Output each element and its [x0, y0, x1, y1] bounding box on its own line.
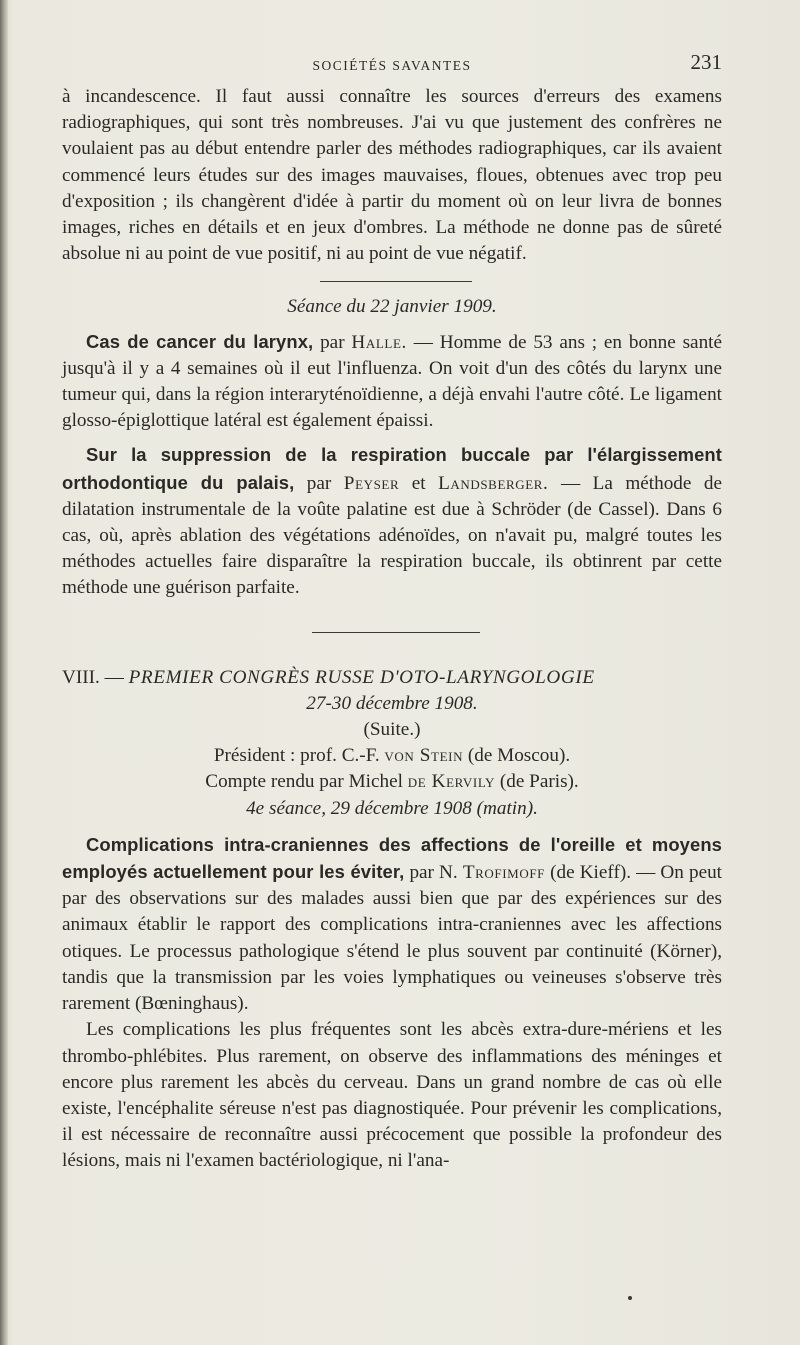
president-name: von Stein	[384, 745, 464, 767]
author-name: Halle.	[351, 331, 407, 353]
running-head-title: SOCIÉTÉS SAVANTES	[312, 58, 472, 73]
article-title: Complications intra-craniennes des affections de l'oreille et moyens employés actuellement pour les éviter,	[62, 833, 722, 883]
byline-par: par N.	[404, 862, 463, 884]
seance-line	[62, 796, 722, 822]
section-title: PREMIER CONGRÈS RUSSE D'OTO-LARYNGOLOGIE	[128, 666, 595, 688]
intro-paragraph: à incandescence. Il faut aussi connaître les sources d'erreurs des examens radiographiques, qui sont très nombreuses. J'ai vu que justement des confrères ne voulaient pas au début entendre parler des méthodes radiographiques, car ils avaient commencé leurs études sur des images mauvaises, floues, obtenues avec trop peu d'exposition ; ils changèrent d'idée à partir du moment où on leur livra de bonnes images, riches en détails et en jeux d'ombres. La méthode ne donne pas de sûreté absolue ni au point de vue positif, ni au point de vue négatif.	[62, 86, 722, 265]
section-number: VIII. —	[62, 666, 129, 688]
section-divider	[320, 281, 472, 282]
article-body: — La méthode de dilatation instrumentale de la voûte palatine est due à Schröder (de Cassel). Dans 6 cas, où, après ablation des végétations adénoïdes, on n'avait pu, malgré toutes les méthodes actuelles faire disparaître la respiration buccale, ils obtinrent par cette méthode une guérison parfaite.	[62, 472, 722, 599]
running-head	[62, 48, 722, 84]
article-complications	[62, 832, 722, 1017]
article-title: Sur la suppression de la respiration buccale par l'élargissement orthodontique du palais,	[62, 444, 722, 493]
congress-dates: 27-30 décembre 1908.	[306, 692, 478, 714]
seance-time: (matin).	[476, 797, 538, 819]
article-cancer-larynx	[62, 329, 722, 435]
article-body: (de Kieff). — On peut par des observations sur des malades aussi bien que par des expériences sur des animaux établir le rapport des complications intra-craniennes avec les affections otiques. Le processus pathologique s'étend le plus souvent par continuité (Körner), tandis que la transmission par les voies lymphatiques ou veineuses s'observe très rarement (Bœninghaus).	[62, 862, 723, 1015]
report-particle: de	[407, 771, 427, 793]
report-name: Kervily	[426, 771, 496, 793]
president-line	[62, 743, 722, 769]
president-label: Président : prof. C.-F.	[213, 745, 385, 767]
author-name: Trofimoff	[462, 862, 545, 884]
president-place: (de Moscou).	[463, 745, 571, 767]
page-content	[62, 48, 722, 1175]
byline-par: par	[294, 472, 344, 494]
article-complications-para2: Les complications les plus fréquentes sont les abcès extra-dure-mériens et les thrombo-phlébites. Plus rarement, on observe des inflammations des méninges et encore plus rarement les abcès du cerveau. Dans un grand nombre de cas où elle existe, l'encéphalite séreuse n'est pas diagnostiquée. Pour prévenir les complications, il est nécessaire de reconnaître aussi précocement que possible la profondeur des lésions, mais ni l'examen bactériologique, ni l'ana-	[62, 1019, 722, 1172]
byline-par: par	[313, 331, 352, 353]
binding-edge	[0, 0, 8, 1345]
article-respiration-buccale	[62, 442, 722, 601]
section-divider	[312, 632, 480, 633]
report-line	[62, 769, 722, 795]
report-label: Compte rendu par Michel	[205, 771, 408, 793]
author-name: Landsberger.	[438, 472, 549, 494]
byline-et: et	[399, 472, 439, 494]
seance-date: 4e séance, 29 décembre 1908	[246, 797, 477, 819]
report-place: (de Paris).	[495, 771, 579, 793]
spacer	[62, 434, 722, 442]
article-title: Cas de cancer du larynx,	[86, 330, 314, 352]
author-name: Peyser	[343, 472, 400, 494]
page-number: 231	[690, 50, 722, 74]
session-title: Séance du 22 janvier 1909.	[287, 296, 497, 318]
print-speck	[628, 1296, 632, 1300]
section-heading	[62, 665, 722, 691]
article-body: — Homme de 53 ans ; en bonne santé jusqu'à il y a 4 semaines où il eut l'influenza. On voit d'un des côtés du larynx une tumeur qui, dans la région interaryténoïdienne, a déjà envahi l'autre côté. Le ligament glosso-épiglottique latéral est également épaissi.	[62, 331, 723, 432]
suite-label: (Suite.)	[363, 719, 421, 741]
